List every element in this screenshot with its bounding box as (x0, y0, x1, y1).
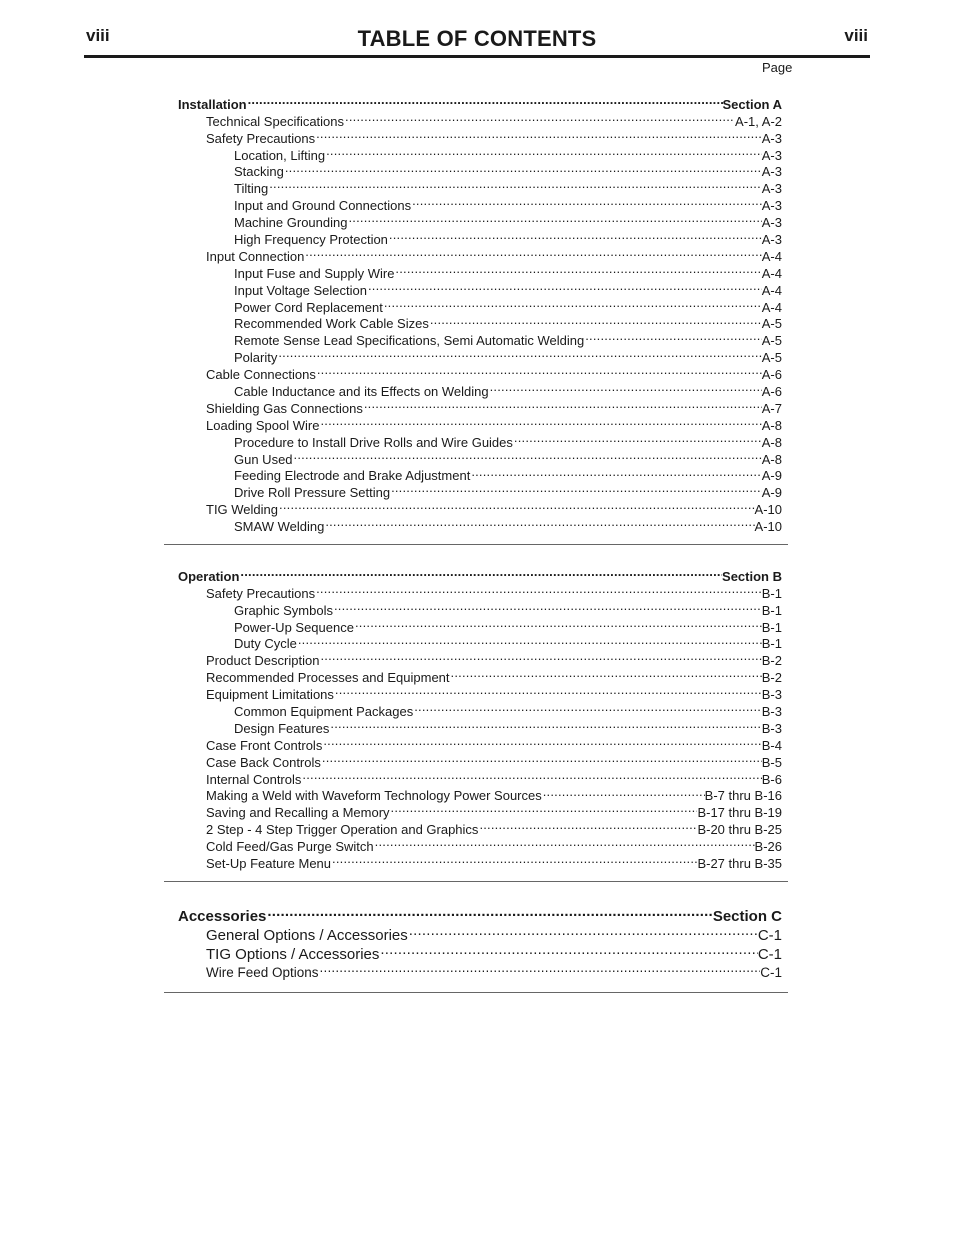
toc-entry-page: B-5 (761, 754, 782, 770)
toc-section-accessories (178, 902, 782, 980)
toc-entry-label: Set-Up Feature Menu (206, 856, 332, 872)
toc-entry-page: C-1 (757, 927, 782, 944)
toc-entry-page: B-20 thru B-25 (697, 822, 782, 838)
toc-entry-page: A-7 (761, 400, 782, 416)
toc-heading-page: Section C (712, 908, 782, 925)
toc-entry-label: Tilting (234, 181, 269, 197)
toc-entry-label: Safety Precautions (206, 585, 316, 601)
dot-leader (319, 413, 761, 430)
toc-entry-page: A-8 (761, 434, 782, 450)
toc-entry-label: Shielding Gas Connections (206, 400, 363, 416)
toc-entry-page: B-7 thru B-16 (704, 788, 782, 804)
toc-entry-page: A-5 (761, 316, 782, 332)
toc-entry-page: A-1, A-2 (735, 113, 782, 129)
toc-entry-label: SMAW Welding (234, 519, 325, 535)
toc-section-installation (178, 92, 782, 535)
toc-entry-label: Safety Precautions (206, 130, 316, 146)
section-divider (164, 992, 788, 993)
dot-leader (429, 312, 762, 329)
toc-entry-page: B-6 (761, 771, 782, 787)
dot-leader (408, 921, 758, 940)
toc-entry-page: A-9 (761, 485, 782, 501)
page-title: TABLE OF CONTENTS (357, 26, 597, 51)
toc-entry-page: B-3 (761, 704, 782, 720)
page-number-left: viii (86, 26, 110, 45)
dot-leader (297, 632, 762, 649)
dot-leader (247, 92, 723, 109)
toc-entry-page: B-27 thru B-35 (697, 856, 782, 872)
toc-entry-label: Internal Controls (206, 771, 302, 787)
toc-entry-label: Design Features (234, 720, 330, 736)
toc-entry-label: Common Equipment Packages (234, 704, 414, 720)
toc-entry-page: B-26 (754, 839, 782, 855)
dot-leader (542, 784, 705, 801)
toc-entry-label: Making a Weld with Waveform Technology Power Sources (206, 788, 542, 804)
toc-heading-label: Operation (178, 568, 240, 584)
dot-leader (347, 210, 761, 227)
toc-entry-label: Stacking (234, 164, 284, 180)
toc-entry-page: A-3 (761, 232, 782, 248)
section-divider (164, 544, 788, 545)
section-divider (164, 881, 788, 882)
toc-entry-label: Equipment Limitations (206, 687, 334, 703)
toc-entry-page: A-9 (761, 468, 782, 484)
toc-entry-label: Cable Connections (206, 367, 316, 383)
dot-leader (450, 665, 762, 682)
dot-leader (331, 851, 697, 868)
dot-leader (316, 362, 762, 379)
toc-entry-label: High Frequency Protection (234, 232, 388, 248)
toc-entry-page: B-3 (761, 720, 782, 736)
toc-entry-label: Power Cord Replacement (234, 299, 383, 315)
toc-entry-page: C-1 (757, 946, 782, 963)
toc-entry-label: Case Back Controls (206, 754, 321, 770)
dot-leader (301, 767, 761, 784)
dot-leader (411, 193, 762, 210)
toc-entry-label: TIG Options / Accessories (206, 946, 380, 963)
toc-entry-label: Input and Ground Connections (234, 198, 412, 214)
toc-entry[interactable] (178, 581, 782, 601)
dot-leader (333, 598, 762, 615)
dot-leader (315, 581, 762, 598)
dot-leader (315, 126, 762, 143)
toc-entry[interactable] (178, 109, 782, 129)
toc-entry-label: Case Front Controls (206, 737, 323, 753)
toc-entry-label: Product Description (206, 653, 320, 669)
toc-entry-page: A-3 (761, 181, 782, 197)
toc-entry-label: Cable Inductance and its Effects on Welding (234, 384, 489, 400)
dot-leader (278, 497, 755, 514)
toc-entry-label: Loading Spool Wire (206, 417, 320, 433)
dot-leader (266, 902, 712, 921)
dot-leader (413, 699, 762, 716)
toc-entry-label: Graphic Symbols (234, 602, 333, 618)
toc-entry-page: A-4 (761, 248, 782, 264)
toc-entry-page: A-8 (761, 451, 782, 467)
toc-entry-page: B-1 (761, 619, 782, 635)
toc-entry-page: A-3 (761, 164, 782, 180)
toc-entry-label: Cold Feed/Gas Purge Switch (206, 839, 374, 855)
toc-entry-label: General Options / Accessories (206, 927, 408, 944)
toc-entry-label: Power-Up Sequence (234, 619, 354, 635)
dot-leader (584, 328, 762, 345)
toc-entry-page: B-1 (761, 602, 782, 618)
dot-leader (478, 817, 697, 834)
toc-entry[interactable] (178, 176, 782, 197)
page-number-right: viii (844, 26, 868, 45)
dot-leader (334, 682, 762, 699)
toc-entry-page: A-3 (761, 215, 782, 231)
toc-entry-label: Duty Cycle (234, 636, 297, 652)
page-column-label: Page (762, 60, 793, 75)
toc-heading-label: Installation (178, 96, 247, 112)
dot-leader (367, 278, 762, 295)
toc-entry-label: Recommended Processes and Equipment (206, 670, 450, 686)
toc-entry-page: A-10 (754, 502, 782, 518)
toc-entry-page: B-4 (761, 737, 782, 753)
toc-entry-page: C-1 (760, 965, 782, 980)
toc-entry[interactable] (178, 193, 782, 214)
toc-heading-page: Section A (722, 96, 782, 112)
dot-leader (374, 834, 755, 851)
toc-entry-page: B-2 (761, 653, 782, 669)
toc-entry-label: Input Fuse and Supply Wire (234, 265, 395, 281)
toc-entry-label: Input Voltage Selection (234, 282, 367, 298)
toc-heading-operation[interactable] (178, 564, 782, 584)
toc-entry-label: Procedure to Install Drive Rolls and Wire Guides (234, 434, 513, 450)
dot-leader (321, 750, 762, 767)
toc-entry-label: Saving and Recalling a Memory (206, 805, 390, 821)
toc-section-operation (178, 564, 782, 872)
dot-leader (390, 800, 698, 817)
dot-leader (489, 379, 762, 396)
dot-leader (344, 109, 735, 126)
toc-heading-label: Accessories (178, 908, 267, 925)
dot-leader (379, 940, 757, 959)
dot-leader (329, 716, 761, 733)
dot-leader (470, 464, 761, 481)
toc-heading-page: Section B (722, 568, 782, 584)
toc-entry-label: Polarity (234, 350, 278, 366)
toc-entry-page: A-3 (761, 130, 782, 146)
toc-entry-page: B-1 (761, 585, 782, 601)
toc-entry-label: Technical Specifications (206, 113, 345, 129)
toc-entry-page: B-2 (761, 670, 782, 686)
dot-leader (268, 176, 762, 193)
toc-entry-page: A-3 (761, 198, 782, 214)
toc-entry-label: Drive Roll Pressure Setting (234, 485, 391, 501)
toc-entry-page: A-6 (761, 384, 782, 400)
toc-entry-page: A-3 (761, 147, 782, 163)
toc-entry-page: A-5 (761, 333, 782, 349)
toc-entry-page: A-8 (761, 417, 782, 433)
toc-entry-page: A-4 (761, 282, 782, 298)
toc-entry-label: Gun Used (234, 451, 293, 467)
toc-entry-label: TIG Welding (206, 502, 279, 518)
dot-leader (390, 480, 762, 497)
toc-entry-page: A-4 (761, 265, 782, 281)
dot-leader (383, 295, 762, 312)
dot-leader (284, 160, 762, 177)
dot-leader (363, 396, 762, 413)
dot-leader (325, 143, 762, 160)
dot-leader (322, 733, 761, 750)
dot-leader (239, 564, 722, 581)
toc-entry-page: A-5 (761, 350, 782, 366)
toc-heading-installation[interactable] (178, 92, 782, 112)
toc-entry-label: Recommended Work Cable Sizes (234, 316, 429, 332)
toc-entry[interactable] (178, 921, 782, 944)
toc-entry-page: B-1 (761, 636, 782, 652)
toc-entry-label: Input Connection (206, 248, 305, 264)
toc-entry-label: Remote Sense Lead Specifications, Semi Automatic Welding (234, 333, 585, 349)
toc-entry-page: A-6 (761, 367, 782, 383)
toc-heading-accessories[interactable] (178, 902, 782, 925)
dot-leader (293, 447, 762, 464)
dot-leader (319, 648, 761, 665)
dot-leader (354, 615, 762, 632)
title-underline (84, 55, 870, 58)
toc-entry-label: Wire Feed Options (206, 965, 319, 980)
toc-entry-label: Feeding Electrode and Brake Adjustment (234, 468, 471, 484)
dot-leader (394, 261, 761, 278)
toc-entry-page: B-17 thru B-19 (697, 805, 782, 821)
dot-leader (319, 959, 761, 977)
toc-entry-label: Machine Grounding (234, 215, 348, 231)
dot-leader (388, 227, 762, 244)
dot-leader (304, 244, 761, 261)
toc-entry-page: A-4 (761, 299, 782, 315)
toc-entry-label: 2 Step - 4 Step Trigger Operation and Graphics (206, 822, 479, 838)
dot-leader (277, 345, 761, 362)
toc-entry-label: Location, Lifting (234, 147, 326, 163)
toc-entry-page: A-10 (754, 519, 782, 535)
dot-leader (513, 430, 762, 447)
toc-entry-page: B-3 (761, 687, 782, 703)
dot-leader (324, 514, 754, 531)
